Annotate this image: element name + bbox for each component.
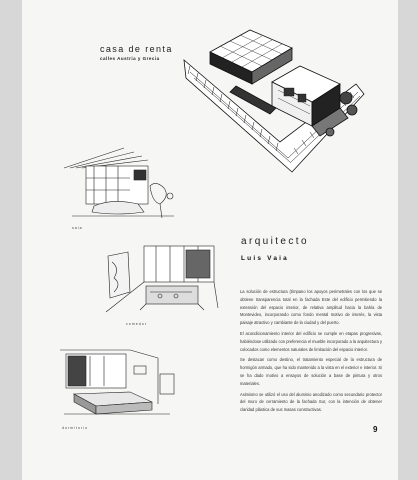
page-title: casa de renta — [100, 44, 173, 54]
architect-label: arquitecto — [241, 236, 309, 247]
page-subtitle: calles Austria y Grecia — [100, 56, 160, 61]
living-room-sketch — [64, 146, 194, 226]
paragraph: La solución de estructura (tímpano los apoyos perimetrales con los que se obtiene transparencia total en la fachada Este del edificio permitiendo la extensión del espacio interior, de relativa amplitud hacia la bahía de Montevideo, incorporando como fondo mental motivo de interés, la vista paisaje atractivo y cambiante de la ciudad y del puerto. — [240, 289, 382, 326]
article-body — [240, 288, 382, 417]
caption-bedroom: d o r m i t o r i o — [62, 426, 87, 430]
caption-living-room: s a l a — [72, 226, 82, 230]
paragraph: Asimismo se utilizó el uso del aluminio anodizado como secundario protector del muro de cerramiento de la fachada Sur, con la intención de obtener claridad plástica de sus masas constructivas. — [240, 391, 382, 413]
caption-dining-room: c o m e d o r — [126, 322, 146, 326]
building-isometric-drawing — [180, 22, 380, 192]
dining-room-sketch — [100, 238, 220, 320]
paragraph: Se destacan como destino, el tratamiento especial de la estructura de hormigón armado, que ha sido mantenido a la vista en el exterior e interior. Si se ha dado motivo a ensayos de solución a base de pintura y otros materiales. — [240, 357, 382, 386]
architect-name: Luis Vaia — [241, 255, 289, 262]
paragraph: El acondicionamiento interior del edificio se cumple en etapas progresivas, habiéndose utilizado con preferencia el mueble incorporado a la arquitectura y colocados como elementos naturales de limitación del espacio interior. — [240, 330, 383, 352]
page-number: 9 — [373, 425, 378, 434]
magazine-page — [22, 0, 398, 480]
bedroom-sketch — [60, 344, 190, 424]
